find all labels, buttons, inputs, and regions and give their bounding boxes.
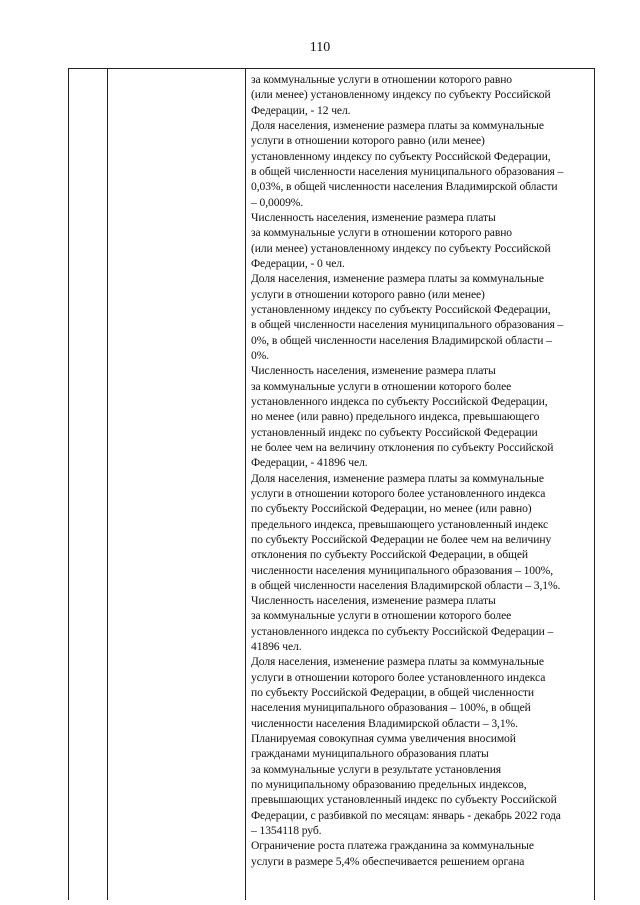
text-line: по субъекту Российской Федерации, но менее (или равно) xyxy=(251,502,532,516)
text-line: Доля населения, изменение размера платы за коммунальные xyxy=(251,471,544,485)
text-line: Численность населения, изменение размера платы xyxy=(251,210,496,224)
text-line: в общей численности населения муниципального образования – xyxy=(251,318,564,332)
text-line: услуги в отношении которого более установленного индекса xyxy=(251,486,546,500)
text-line: Численность населения, изменение размера платы xyxy=(251,364,496,378)
text-line: Федерации, с разбивкой по месяцам: январь - декабрь 2022 года xyxy=(251,808,561,822)
text-line: численности населения Владимирской области – 3,1%. xyxy=(251,716,518,730)
text-line: за коммунальные услуги в отношении которого более xyxy=(251,609,512,623)
text-line: Федерации, - 12 чел. xyxy=(251,103,351,117)
text-line: (или менее) установленному индексу по субъекту Российской xyxy=(251,241,551,255)
text-line: за коммунальные услуги в результате установления xyxy=(251,762,502,776)
text-line: 41896 чел. xyxy=(251,640,302,654)
text-line: в общей численности населения муниципального образования – xyxy=(251,164,564,178)
text-line: – 1354118 руб. xyxy=(251,824,322,838)
text-line: услуги в размере 5,4% обеспечивается решением органа xyxy=(251,854,525,868)
text-line: услуги в отношении которого более установленного индекса xyxy=(251,670,546,684)
table-column-divider xyxy=(245,69,246,900)
document-table xyxy=(68,68,595,900)
text-line: по субъекту Российской Федерации, в общей численности xyxy=(251,686,534,700)
table-text-cell xyxy=(251,72,591,869)
text-line: Доля населения, изменение размера платы за коммунальные xyxy=(251,118,544,132)
text-line: (или менее) установленному индексу по субъекту Российской xyxy=(251,88,551,102)
text-line: установленному индексу по субъекту Российской Федерации, xyxy=(251,302,551,316)
text-line: превышающих установленный индекс по субъекту Российской xyxy=(251,793,557,807)
text-line: установленного индекса по субъекту Российской Федерации, xyxy=(251,394,548,408)
text-line: Федерации, - 41896 чел. xyxy=(251,456,368,470)
text-line: Федерации, - 0 чел. xyxy=(251,256,345,270)
text-line: 0,03%, в общей численности населения Владимирской области xyxy=(251,180,558,194)
text-line: за коммунальные услуги в отношении которого равно xyxy=(251,73,513,86)
text-line: услуги в отношении которого равно (или менее) xyxy=(251,287,485,301)
text-line: предельного индекса, превышающего установленный индекс xyxy=(251,517,549,531)
text-line: населения муниципального образования – 100%, в общей xyxy=(251,701,531,715)
text-line: услуги в отношении которого равно (или менее) xyxy=(251,134,485,148)
text-line: Ограничение роста платежа гражданина за коммунальные xyxy=(251,839,534,853)
page-number: 110 xyxy=(309,40,331,55)
text-line: за коммунальные услуги в отношении которого более xyxy=(251,379,512,393)
text-line: Численность населения, изменение размера платы xyxy=(251,594,496,608)
text-line: Доля населения, изменение размера платы за коммунальные xyxy=(251,272,544,286)
text-line: 0%. xyxy=(251,348,270,362)
text-line: гражданами муниципального образования платы xyxy=(251,747,489,761)
text-line: не более чем на величину отклонения по субъекту Российской xyxy=(251,440,554,454)
text-line: численности населения муниципального образования – 100%, xyxy=(251,563,554,577)
text-line: установленного индекса по субъекту Российской Федерации – xyxy=(251,624,554,638)
text-line: Доля населения, изменение размера платы за коммунальные xyxy=(251,655,544,669)
text-line: в общей численности населения Владимирской области – 3,1%. xyxy=(251,578,561,592)
text-line: Планируемая совокупная сумма увеличения вносимой xyxy=(251,732,516,746)
table-column-divider xyxy=(107,69,108,900)
text-line: установленный индекс по субъекту Российской Федерации xyxy=(251,425,538,439)
text-line: по муниципальному образованию предельных индексов, xyxy=(251,778,527,792)
text-line: по субъекту Российской Федерации не более чем на величину xyxy=(251,532,552,546)
text-line: – 0,0009%. xyxy=(251,195,304,209)
text-line: 0%, в общей численности населения Владимирской области – xyxy=(251,333,552,347)
text-line: за коммунальные услуги в отношении которого равно xyxy=(251,226,513,240)
text-line: установленному индексу по субъекту Российской Федерации, xyxy=(251,149,551,163)
text-line: но менее (или равно) предельного индекса, превышающего xyxy=(251,410,540,424)
text-line: отклонения по субъекту Российской Федерации, в общей xyxy=(251,548,529,562)
